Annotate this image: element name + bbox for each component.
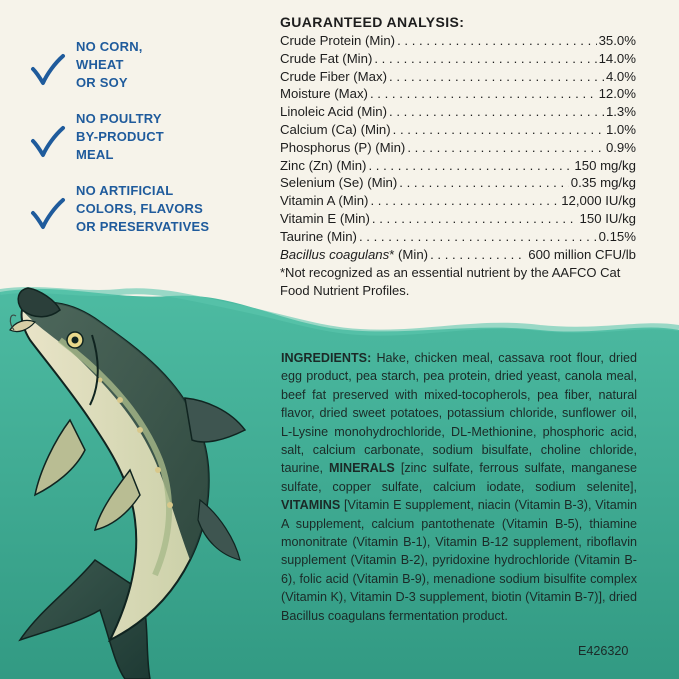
analysis-title: GUARANTEED ANALYSIS: [280,14,465,30]
analysis-row: Linoleic Acid (Min) . . . 1.3% [280,103,636,121]
analysis-row: Phosphorus (P) (Min) . . . 0.9% [280,139,636,157]
guaranteed-analysis [280,13,636,300]
checkmark-icon [30,196,66,232]
analysis-row: Vitamin E (Min) . . . 150 IU/kg [280,210,636,228]
claim-label: NO POULTRY BY-PRODUCT MEAL [76,111,164,162]
claim-no-artificial [30,182,220,254]
analysis-row: Selenium (Se) (Min) . . . 0.35 mg/kg [280,174,636,192]
analysis-row: Calcium (Ca) (Min) . . . 1.0% [280,121,636,139]
minerals-list: [zinc sulfate, ferrous sulfate, manganese sulfate, copper sulfate, calcium iodate, sodium selenite], [281,461,637,494]
vitamins-list: [Vitamin E supplement, niacin (Vitamin B-3), Vitamin A supplement, calcium pantothenate (Vitamin B-5), thiamine mononitrate (Vitamin B-1), Vitamin B-12 supplement, riboflavin supplement (Vitamin B-2), pyridoxine hydrochloride (Vitamin B-6), folic acid (Vitamin B-9), menadione sodium bisulfite complex (Vitamin K), Vitamin D-3 supplement, biotin (Vitamin B-7)], dried Bacillus coagulans fermentation product. [281,498,638,623]
vitamins-heading: VITAMINS [281,498,341,513]
claim-no-poultry-by-product [30,110,220,182]
analysis-row: Vitamin A (Min) . . . 12,000 IU/kg [280,192,636,210]
claims-list [30,38,220,254]
analysis-table [280,32,636,263]
claim-label: NO ARTIFICIAL COLORS, FLAVORS OR PRESERVATIVES [76,183,210,234]
analysis-row: Crude Protein (Min) . . . 35.0% [280,32,636,50]
checkmark-icon [30,124,66,160]
analysis-row: Taurine (Min) . . . 0.15% [280,228,636,246]
minerals-heading: MINERALS [329,461,395,476]
analysis-row: Moisture (Max) . . . 12.0% [280,85,636,103]
analysis-footnote: *Not recognized as an essential nutrient by the AAFCO Cat Food Nutrient Profiles. [280,265,621,299]
checkmark-icon [30,52,66,88]
analysis-row-bacillus: Bacillus coagulans* (Min) . . . 600 million CFU/lb [280,246,636,264]
ingredients-heading: INGREDIENTS: [281,351,372,365]
analysis-row: Zinc (Zn) (Min) . . . 150 mg/kg [280,157,636,175]
claim-label: NO CORN, WHEAT OR SOY [76,39,143,90]
ingredients-list: Hake, chicken meal, cassava root flour, dried egg product, pea starch, pea protein, dried yeast, canola meal, beef fat preserved with mixed-tocopherols, pea fiber, natural flavor, dried sweet potatoes, potassium chloride, sunflower oil, L-Lysine monohydrochloride, DL-Methionine, phosphoric acid, salt, calcium carbonate, sodium bisulfate, choline chloride, taurine, [281,351,637,476]
analysis-row: Crude Fat (Min) . . . 14.0% [280,50,636,68]
claim-no-corn [30,38,220,110]
ingredients-block [281,349,637,625]
analysis-row: Crude Fiber (Max) . . . 4.0% [280,68,636,86]
product-code: E426320 [578,644,629,658]
